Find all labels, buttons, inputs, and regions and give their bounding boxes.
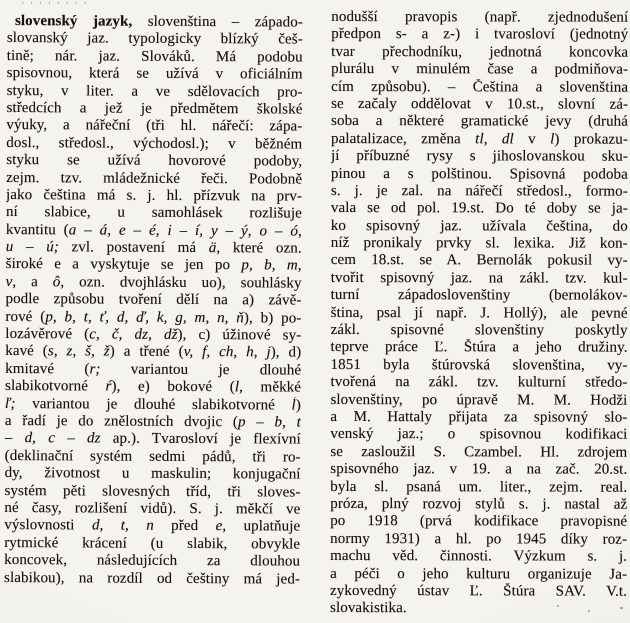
text-segment: v, f, ch, h, j	[183, 344, 271, 361]
text-line	[330, 496, 627, 514]
text-line	[5, 343, 301, 362]
text-segment: středcích a jež je předmětem školské	[6, 99, 303, 118]
text-segment: spisovného jaz. v 19. a na zač. 20.st.	[330, 461, 628, 478]
text-segment: cem 18.st. se A. Bernolák pokusil vy-	[330, 252, 628, 270]
text-line	[331, 200, 628, 218]
text-segment: 1851 byla štúrovská slovenština, vy-	[330, 356, 628, 374]
text-segment: p, b, m,	[241, 257, 302, 275]
text-segment: ľ;	[4, 395, 16, 412]
text-line	[330, 566, 627, 584]
text-segment: variantou je dlouhé slabikotvorné	[15, 395, 292, 414]
text-segment: p, b, t, ť, d, ď, k, g, m, n, ň	[45, 308, 244, 326]
text-segment: ) prokazu-	[554, 131, 629, 148]
text-line	[6, 100, 302, 119]
text-line	[331, 79, 628, 97]
scan-speck	[620, 607, 623, 609]
text-segment: l	[550, 131, 555, 148]
text-segment: machu věd. činnosti. Výzkum s. j.	[330, 548, 628, 565]
text-segment: slovanský jaz. typologicky blízký češ-	[6, 30, 303, 48]
text-segment: po 1918 (prvá kodifikace pravopisné	[330, 513, 628, 530]
text-line	[5, 413, 301, 432]
text-segment: byla sl. psaná um. liter., zejm. real.	[330, 478, 628, 496]
text-line	[331, 339, 628, 357]
text-segment: teprve práce Ľ. Štúra a jeho družiny.	[330, 339, 628, 357]
text-line	[331, 44, 628, 62]
text-segment: podle způsobu tvoření dělí na a) závě-	[5, 291, 302, 309]
text-segment: v	[513, 131, 551, 148]
text-line	[331, 218, 628, 236]
text-segment: – d, c – dz	[4, 430, 101, 447]
text-line	[4, 500, 300, 519]
text-segment: systém pěti slovesných tříd, tři sloves-	[4, 482, 301, 501]
text-segment: a péči o jeho kulturu organizuje Ja-	[330, 565, 628, 583]
text-line	[5, 326, 301, 345]
text-line	[7, 48, 303, 67]
text-line	[6, 170, 302, 189]
text-segment: ko spisovný jaz. užívala čeština, do	[330, 217, 628, 235]
text-segment: u – ú;	[5, 239, 59, 256]
text-line	[331, 131, 628, 149]
scan-speck	[588, 610, 590, 612]
text-segment: níž pronikaly prvky sl. lexika. Již kon-	[330, 235, 628, 252]
text-segment: styku se užívá hovorové podoby,	[6, 152, 303, 170]
text-line	[331, 305, 628, 323]
text-line	[330, 426, 627, 444]
text-segment: zejm. tzv. mládežnické řeči. Podobně	[6, 169, 303, 188]
text-segment: spisovnou, která se užívá v oficiálním	[6, 65, 303, 83]
text-segment: , měkké	[239, 379, 302, 396]
text-line	[331, 183, 628, 201]
text-segment: ), d)	[270, 344, 302, 361]
text-line	[330, 374, 627, 392]
text-segment: výslovnosti	[4, 517, 93, 534]
text-line	[330, 479, 627, 497]
text-segment: ) a třené (	[109, 343, 184, 361]
text-segment: ĺ	[291, 397, 296, 414]
text-segment: předpon s- a z-) i tvarosloví (jednotný	[331, 26, 629, 44]
text-line	[331, 357, 628, 375]
text-segment: ), b) po-	[243, 309, 302, 327]
text-line	[6, 222, 302, 241]
text-line	[6, 152, 302, 171]
text-line	[6, 204, 302, 223]
text-line	[6, 256, 302, 275]
text-line	[331, 166, 628, 184]
text-segment: a řadí je do znělostních dvojic (	[4, 412, 239, 431]
text-line	[330, 461, 627, 479]
text-segment: turní západoslovenštiny (bernolákov-	[330, 287, 628, 304]
text-segment: ), e) bokové (	[111, 378, 235, 396]
text-segment: variantou je dlouhé	[100, 361, 302, 379]
text-segment: e	[215, 518, 223, 535]
text-line	[330, 409, 627, 427]
text-segment: , které ozn.	[216, 240, 302, 257]
text-segment: lozávěrové (	[5, 326, 90, 343]
text-line	[4, 535, 300, 554]
text-segment: koncovek, následujících za dlouhou	[4, 552, 301, 570]
text-line	[4, 570, 300, 589]
text-segment: ština, psal jí např. J. Hollý), ale pevné	[330, 304, 628, 322]
text-segment: c, č, dz, dž	[89, 326, 178, 343]
text-line	[6, 274, 302, 293]
text-segment: výuky, a nářeční (tři hl. nářečí: zápa-	[6, 117, 303, 135]
text-segment: dy, životnost u maskulin; konjugační	[4, 465, 301, 483]
text-line	[5, 396, 301, 415]
text-segment: slovakistika.	[330, 600, 407, 617]
text-segment: vala se od pol. 19.st. Do té doby se ja-	[330, 200, 628, 217]
text-line	[6, 117, 302, 136]
text-line	[331, 270, 628, 288]
text-segment: dosl., středosl., východosl.); v běžném	[6, 134, 303, 153]
text-line	[6, 135, 302, 154]
text-line	[331, 287, 628, 305]
text-line	[4, 483, 300, 502]
text-segment: styku, v liter. a ve sdělovacích pro-	[6, 82, 303, 101]
text-segment: slabikotvorné	[5, 378, 106, 395]
text-segment: normy 1931) a hl. po 1945 díky roz-	[330, 530, 628, 548]
text-line	[331, 61, 628, 79]
scan-artifact-dots: ········	[20, 0, 92, 9]
scan-speck	[557, 605, 559, 607]
text-segment: rytmické krácení (u slabik, obvykle	[4, 534, 301, 553]
text-line	[5, 361, 301, 380]
text-segment: se začaly oddělovat v 10.st., slovní zá-	[331, 95, 629, 113]
text-segment: slovenština – západo-	[132, 13, 304, 31]
text-line	[5, 309, 301, 328]
text-line	[5, 291, 301, 310]
text-segment: tině; nár. jaz. Slováků. Má podobu	[6, 47, 303, 66]
text-segment: tl, dl	[475, 131, 514, 148]
text-line	[5, 378, 301, 397]
text-line	[6, 187, 302, 206]
text-line	[331, 9, 628, 27]
text-segment: plurálu v minulém čase a podmiňova-	[331, 61, 629, 78]
text-line	[7, 13, 303, 32]
text-line	[6, 239, 302, 258]
text-segment: tvar přechodníku, jednotná koncovka	[331, 43, 629, 61]
text-segment: né časy, rozlišení vidů). S. j. měkčí ve	[4, 499, 301, 518]
text-line	[331, 96, 628, 114]
text-segment: , a	[12, 273, 53, 291]
text-line	[330, 600, 627, 618]
text-segment: široké e a vyskytuje se jen po	[5, 256, 242, 274]
text-line	[5, 465, 301, 484]
text-line	[330, 513, 627, 531]
text-segment: ap.). Tvarosloví je flexívní	[100, 430, 301, 448]
text-segment: cím způsobu). – Čeština a slovenština	[331, 78, 629, 96]
text-line	[331, 235, 628, 253]
text-segment: a – á, e – é, i – í, y – ý, o – ó,	[68, 222, 302, 240]
text-segment: próza, plný rozvoj stylů s. j. nastal až	[330, 495, 628, 513]
text-segment: ô	[52, 274, 61, 291]
text-segment: s. j. je zal. na nářečí středosl., formo-	[330, 182, 628, 200]
text-segment: nodušší pravopis (např. zjednodušení	[331, 9, 629, 26]
text-segment: palatalizace, změna	[330, 130, 476, 148]
text-segment: se zasloužil S. Czambel. Hl. zdrojem	[330, 443, 628, 461]
text-segment: jako čeština má s. j. hl. přízvuk na prv-	[6, 186, 303, 205]
text-line	[330, 444, 627, 462]
text-line	[330, 392, 627, 410]
text-column-left	[4, 13, 303, 588]
text-segment: , uplatňuje	[222, 518, 301, 535]
text-segment: před	[153, 518, 216, 535]
text-segment: kvantitu (	[5, 221, 69, 239]
text-segment: (deklinační systém sedmi pádů, tři ro-	[4, 447, 301, 466]
text-segment: kavé (	[5, 343, 48, 360]
text-segment: ), c) úžinové sy-	[177, 326, 302, 344]
text-segment: v	[5, 273, 13, 290]
text-segment: zvl. postavení má	[58, 239, 209, 257]
text-line	[4, 552, 300, 571]
text-segment: , ozn. dvojhlásku uo), souhlásky	[60, 274, 302, 292]
text-line	[7, 65, 303, 84]
text-line	[330, 548, 627, 566]
text-line	[331, 252, 628, 270]
text-segment: jí příbuzné rysy s jihoslovanskou sku-	[330, 148, 628, 165]
text-segment: slabikou), na rozdíl od češtiny má jed-	[4, 569, 301, 588]
text-line	[330, 531, 627, 549]
text-line	[7, 83, 303, 102]
headword: slovenský jazyk,	[14, 13, 133, 30]
text-segment: pinou a s polštinou. Spisovná podoba	[330, 165, 628, 183]
text-segment: zykovedný ústav Ľ. Štúra SAV. V.t.	[330, 582, 628, 600]
text-line	[331, 322, 628, 340]
text-segment: tvořit spisovný jaz. na zákl. tzv. kul-	[330, 269, 628, 287]
text-segment: venský jaz.; o spisovnou kodifikaci	[330, 426, 628, 443]
text-segment: tvořená na zákl. tzv. kulturní středo-	[330, 374, 628, 391]
text-line	[331, 148, 628, 166]
text-segment: p – b, t	[237, 414, 301, 431]
text-segment: rové (	[5, 308, 46, 325]
text-line	[330, 583, 627, 601]
text-segment: ní slabice, u samohlásek rozlišuje	[5, 204, 302, 222]
text-line	[331, 113, 628, 131]
text-segment: d, t, n	[91, 517, 154, 535]
text-segment: )	[295, 397, 301, 414]
text-line	[4, 517, 300, 536]
text-line	[5, 448, 301, 467]
text-segment: ŕ	[105, 378, 112, 395]
text-segment: kmitavé (	[5, 360, 90, 378]
text-line	[7, 30, 303, 49]
text-segment: l	[234, 379, 240, 396]
text-segment: slovenštiny, po úpravě M. M. Hodži	[330, 391, 628, 409]
text-segment: a M. Hattaly přijata za spisovný slo-	[330, 408, 628, 426]
text-segment: r;	[89, 361, 101, 378]
text-segment: soba a některé gramatické jevy (druhá	[331, 113, 629, 130]
text-line	[331, 26, 628, 44]
text-segment: ä	[208, 240, 217, 257]
text-column-right	[330, 9, 628, 618]
text-line	[5, 430, 301, 449]
text-segment: zákl. spisovné slovenštiny poskytly	[330, 322, 628, 339]
text-segment: s, z, š, ž	[47, 343, 110, 360]
